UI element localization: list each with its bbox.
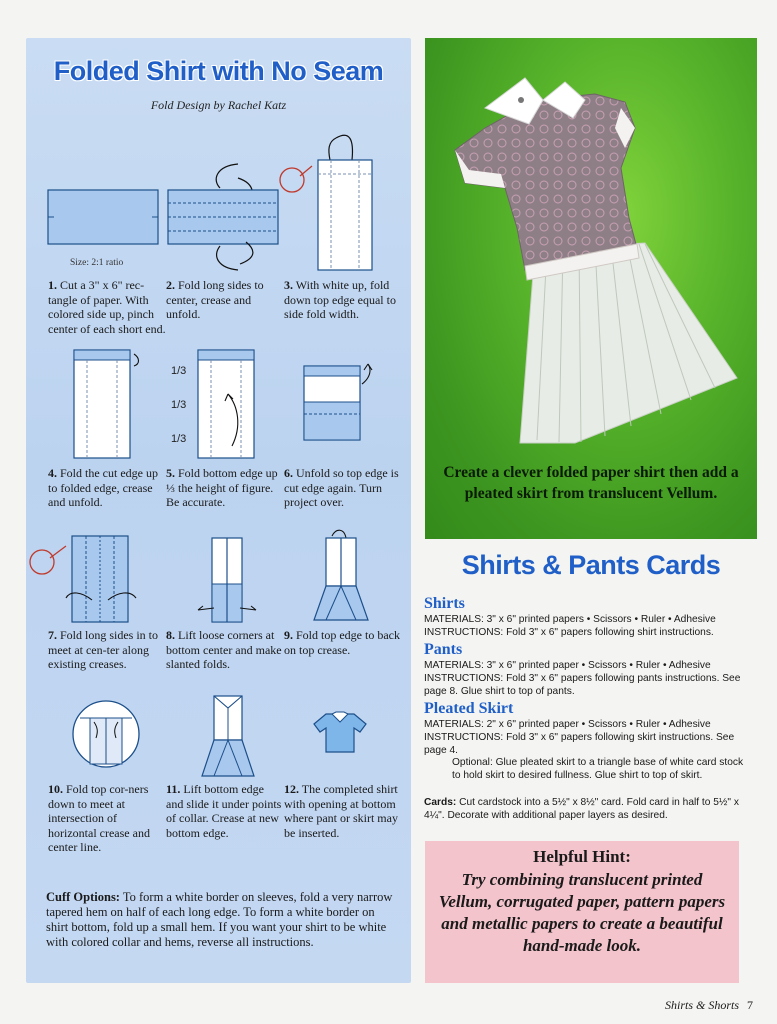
step-4: 4. Fold the cut edge up to folded edge, crease and unfold. xyxy=(48,466,158,509)
instructions-title: Folded Shirt with No Seam xyxy=(53,56,384,86)
step-2: 2. Fold long sides to center, crease and unfold. xyxy=(166,278,264,321)
diagram-step-7 xyxy=(26,532,144,628)
cuff-options: Cuff Options: To form a white border on sleeves, fold a very narrow tapered hem on half of each long edge. To form a white border on shirt bottom, fold up a small hem. If you want your shirt to be white with colored collar and hems, reverse all instructions. xyxy=(46,890,393,949)
paper-dress-illustration xyxy=(425,38,757,458)
photo-caption: Create a clever folded paper shirt then add a pleated skirt from translucent Vellum. xyxy=(443,464,739,502)
page-number: 7 xyxy=(747,998,753,1012)
folded-shirt xyxy=(455,78,639,280)
design-credit: Fold Design by Rachel Katz xyxy=(150,98,287,112)
step-7: 7. Fold long sides in to meet at cen-ter along existing creases. xyxy=(48,628,159,671)
pleated-skirt-heading: Pleated Skirt xyxy=(424,700,514,717)
diagram-step-5 xyxy=(194,346,264,462)
completed-shirt-diagram xyxy=(312,708,368,758)
hint-title: Helpful Hint: xyxy=(533,847,631,866)
step-11: 11. Lift bottom edge and slide it under points of collar. Crease at new bottom edge. xyxy=(166,782,282,840)
step-3: 3. With white up, fold down top edge equal to side fold width. xyxy=(284,278,396,321)
hint-body: Try combining translucent printed Vellum, corrugated paper, pattern papers and metallic papers to create a beautiful hand-made look. xyxy=(438,870,726,955)
step-1: 1. Cut a 3" x 6" rec-tangle of paper. With colored side up, pinch center of each short end. xyxy=(48,278,166,336)
footer-section: Shirts & Shorts xyxy=(664,998,739,1012)
third-mark-3: 1/3 xyxy=(171,433,187,445)
step-5: 5. Fold bottom edge up ⅓ the height of figure. Be accurate. xyxy=(166,466,278,509)
diagram-step-9 xyxy=(306,526,376,626)
step-9: 9. Fold top edge to back on top crease. xyxy=(284,628,400,657)
pants-details: MATERIALS: 3" x 6" printed paper • Scissors • Ruler • Adhesive INSTRUCTIONS: Fold 3" x 6" papers following pants instructions. See page 8. Glue shirt to top of pants. xyxy=(424,660,741,697)
step-12: 12. The completed shirt with opening at bottom where pant or skirt may be inserted. xyxy=(284,782,398,840)
third-mark-2: 1/3 xyxy=(171,399,187,411)
diagram-step-4 xyxy=(72,346,146,462)
product-photo xyxy=(425,38,757,539)
diagram-step-2 xyxy=(166,156,282,276)
size-ratio-label: Size: 2:1 ratio xyxy=(70,258,124,268)
shirts-details: MATERIALS: 3" x 6" printed papers • Scissors • Ruler • Adhesive INSTRUCTIONS: Fold 3" x 6" papers following shirt instructions. xyxy=(424,614,716,638)
pleated-skirt-details: MATERIALS: 2" x 6" printed paper • Scissors • Ruler • Adhesive INSTRUCTIONS: Fold 3" x 6" papers following skirt instructions. See page 4. Optional: Glue pleated skirt to a triangle base of white card stock to hold skirt to desired fullness. Glue shirt to top of skirt. xyxy=(424,719,744,782)
shirts-heading: Shirts xyxy=(424,595,465,612)
step-10: 10. Fold top cor-ners down to meet at intersection of horizontal crease and center line. xyxy=(48,782,150,854)
diagram-step-1 xyxy=(46,186,162,248)
diagram-step-11 xyxy=(198,692,258,782)
step-8: 8. Lift loose corners at bottom center and make slanted folds. xyxy=(166,628,282,671)
diagram-step-8 xyxy=(192,534,258,626)
diagram-step-10 xyxy=(70,698,144,772)
pants-heading: Pants xyxy=(424,641,463,658)
page-footer xyxy=(665,998,753,1013)
helpful-hint-box xyxy=(425,841,739,983)
diagram-step-3 xyxy=(278,130,378,278)
instruction-panel xyxy=(26,38,411,983)
third-mark-1: 1/3 xyxy=(171,365,187,377)
cards-details: Cards: Cut cardstock into a 5½" x 8½" card. Fold card in half to 5½" x 4¼". Decorate with additional paper layers as desired. xyxy=(424,797,739,821)
section-title: Shirts & Pants Cards xyxy=(461,550,721,580)
step-6: 6. Unfold so top edge is cut edge again. Turn project over. xyxy=(284,466,399,509)
diagram-step-6 xyxy=(300,358,380,444)
